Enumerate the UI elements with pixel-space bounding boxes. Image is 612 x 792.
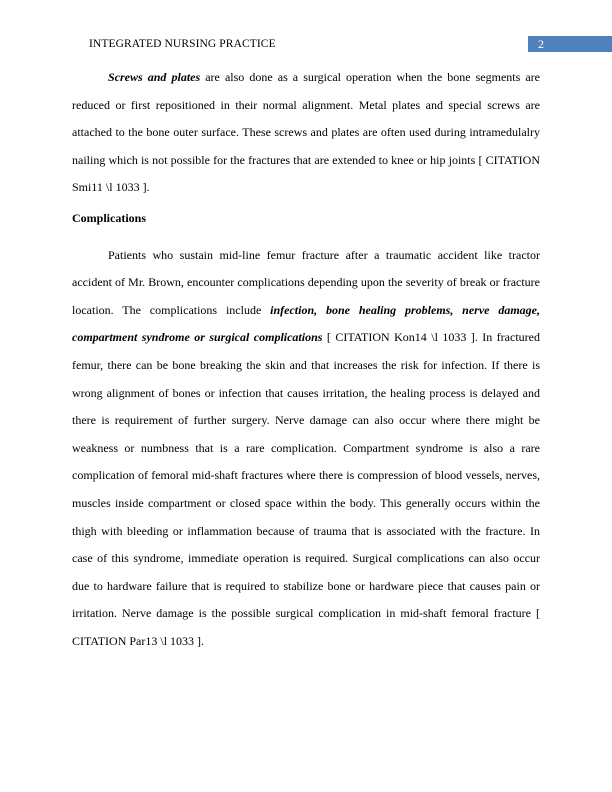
section-heading-complications: Complications xyxy=(72,210,147,225)
paragraph-text: Patients who sustain mid-line femur fracture after a traumatic accident like tractor accident of Mr. Brown, encounter complications depending upon the severity of break or fracture location. The complications include xyxy=(72,247,540,317)
document-body xyxy=(72,64,540,655)
paragraph-text: are also done as a surgical operation when the bone segments are reduced or first repositioned in their normal alignment. Metal plates and special screws are attached to the bone outer surface. These screws and plates are often used during intramedulalry nailing which is not possible for the fractures that are extended to knee or hip joints [ CITATION Smi11 \l 1033 ]. xyxy=(72,70,540,195)
emphasis-screws-and-plates: Screws and plates xyxy=(108,70,201,84)
paragraph-screws-and-plates xyxy=(72,64,540,202)
page-header xyxy=(0,36,612,52)
emphasis-complications-list: infection, bone healing problems, nerve damage, compartment syndrome or surgical complications xyxy=(72,302,541,345)
running-head: INTEGRATED NURSING PRACTICE xyxy=(89,38,276,50)
paragraph-complications xyxy=(72,242,540,656)
paragraph-text: [ CITATION Kon14 \l 1033 ]. In fractured femur, there can be bone breaking the skin and that increases the risk for infection. If there is wrong alignment of bones or infection that causes irritation, the healing process is delayed and there is requirement of further surgery. Nerve damage can also occur where there might be weakness or numbness that is a rare complication. Compartment syndrome is also a rare complication of femoral mid-shaft fractures where there is compression of blood vessels, nerves, muscles inside compartment or closed space within the body. This generally occurs within the thigh with bleeding or inflammation because of trauma that is associated with the fracture. In case of this syndrome, immediate operation is required. Surgical complications can also occur due to hardware failure that is required to stabilize bone or hardware piece that causes pain or irritation. Nerve damage is the possible surgical complication in mid-shaft femoral fracture [ CITATION Par13 \l 1033 ]. xyxy=(72,330,540,648)
page-number: 2 xyxy=(528,36,612,52)
